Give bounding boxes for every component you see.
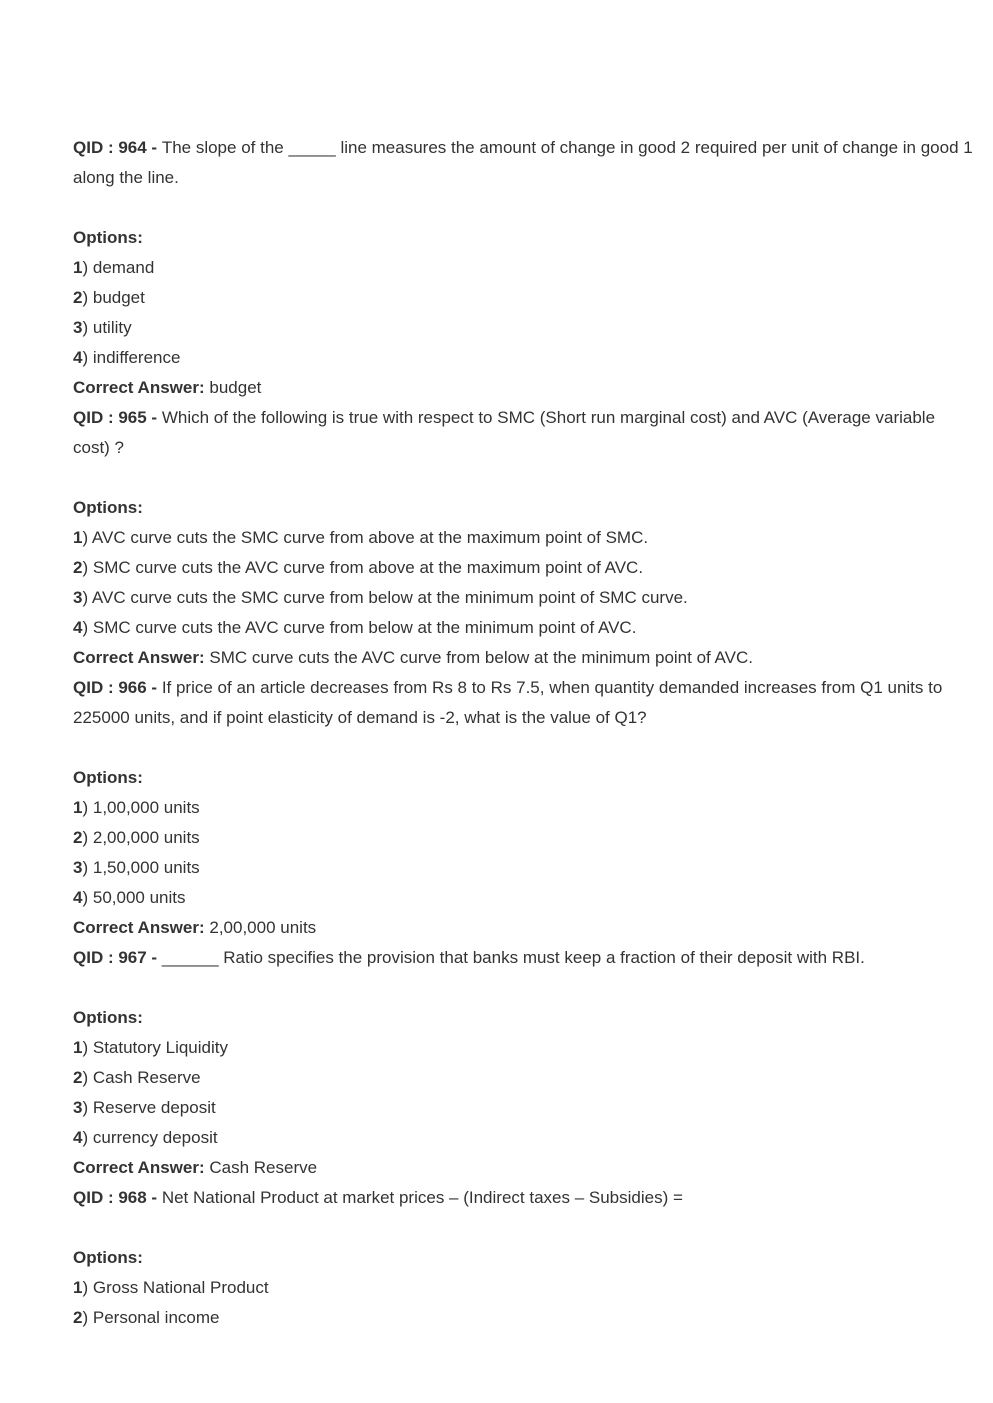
options-label: Options:: [73, 768, 143, 787]
question-id: QID : 968: [73, 1188, 147, 1207]
option-item: 2) Cash Reserve: [73, 1068, 201, 1087]
option-item: 3) 1,50,000 units: [73, 858, 200, 877]
option-item: 1) Statutory Liquidity: [73, 1038, 228, 1057]
option-item: 4) indifference: [73, 348, 181, 367]
question-text: QID : 966 - If price of an article decreases from Rs 8 to Rs 7.5, when quantity demanded increases from Q1 units to 225000 units, and if point elasticity of demand is -2, what is the value of Q1?: [73, 678, 943, 727]
question-block: [73, 1183, 973, 1333]
correct-answer: Correct Answer: budget: [73, 378, 262, 397]
question-block: [73, 943, 973, 1183]
question-id: QID : 967: [73, 948, 147, 967]
question-text: QID : 968 - Net National Product at market prices – (Indirect taxes – Subsidies) =: [73, 1188, 683, 1207]
options-label: Options:: [73, 1008, 143, 1027]
question-text: QID : 967 - ______ Ratio specifies the provision that banks must keep a fraction of their deposit with RBI.: [73, 948, 865, 967]
option-item: 1) demand: [73, 258, 155, 277]
question-id: QID : 965: [73, 408, 147, 427]
option-item: 2) 2,00,000 units: [73, 828, 200, 847]
question-body: Which of the following is true with respect to SMC (Short run marginal cost) and AVC (Average variable cost) ?: [73, 408, 936, 457]
correct-answer: Correct Answer: 2,00,000 units: [73, 918, 317, 937]
question-block: [73, 133, 973, 403]
option-item: 4) SMC curve cuts the AVC curve from below at the minimum point of AVC.: [73, 618, 637, 637]
question-text: QID : 964 - The slope of the _____ line measures the amount of change in good 2 required per unit of change in good 1 along the line.: [73, 138, 973, 187]
option-item: 3) utility: [73, 318, 132, 337]
question-body: ______ Ratio specifies the provision that banks must keep a fraction of their deposit with RBI.: [161, 948, 865, 967]
option-item: 1) AVC curve cuts the SMC curve from above at the maximum point of SMC.: [73, 528, 649, 547]
question-text: QID : 965 - Which of the following is true with respect to SMC (Short run marginal cost) and AVC (Average variable cost) ?: [73, 408, 936, 457]
question-document: [73, 133, 973, 1333]
option-item: 2) budget: [73, 288, 145, 307]
option-item: 4) currency deposit: [73, 1128, 218, 1147]
option-item: 3) AVC curve cuts the SMC curve from below at the minimum point of SMC curve.: [73, 588, 688, 607]
correct-answer: Correct Answer: Cash Reserve: [73, 1158, 318, 1177]
correct-answer: Correct Answer: SMC curve cuts the AVC curve from below at the minimum point of AVC.: [73, 648, 753, 667]
option-item: 2) Personal income: [73, 1308, 220, 1327]
question-id: QID : 964: [73, 138, 147, 157]
option-item: 3) Reserve deposit: [73, 1098, 216, 1117]
question-body: If price of an article decreases from Rs 8 to Rs 7.5, when quantity demanded increases from Q1 units to 225000 units, and if point elasticity of demand is -2, what is the value of Q1?: [73, 678, 943, 727]
question-body: Net National Product at market prices – (Indirect taxes – Subsidies) =: [161, 1188, 683, 1207]
options-label: Options:: [73, 498, 143, 517]
question-id: QID : 966: [73, 678, 147, 697]
question-body: The slope of the _____ line measures the amount of change in good 2 required per unit of change in good 1 along the line.: [73, 138, 973, 187]
options-label: Options:: [73, 1248, 143, 1267]
options-label: Options:: [73, 228, 143, 247]
option-item: 1) 1,00,000 units: [73, 798, 200, 817]
option-item: 1) Gross National Product: [73, 1278, 269, 1297]
question-block: [73, 403, 973, 673]
question-block: [73, 673, 973, 943]
option-item: 2) SMC curve cuts the AVC curve from above at the maximum point of AVC.: [73, 558, 644, 577]
option-item: 4) 50,000 units: [73, 888, 186, 907]
